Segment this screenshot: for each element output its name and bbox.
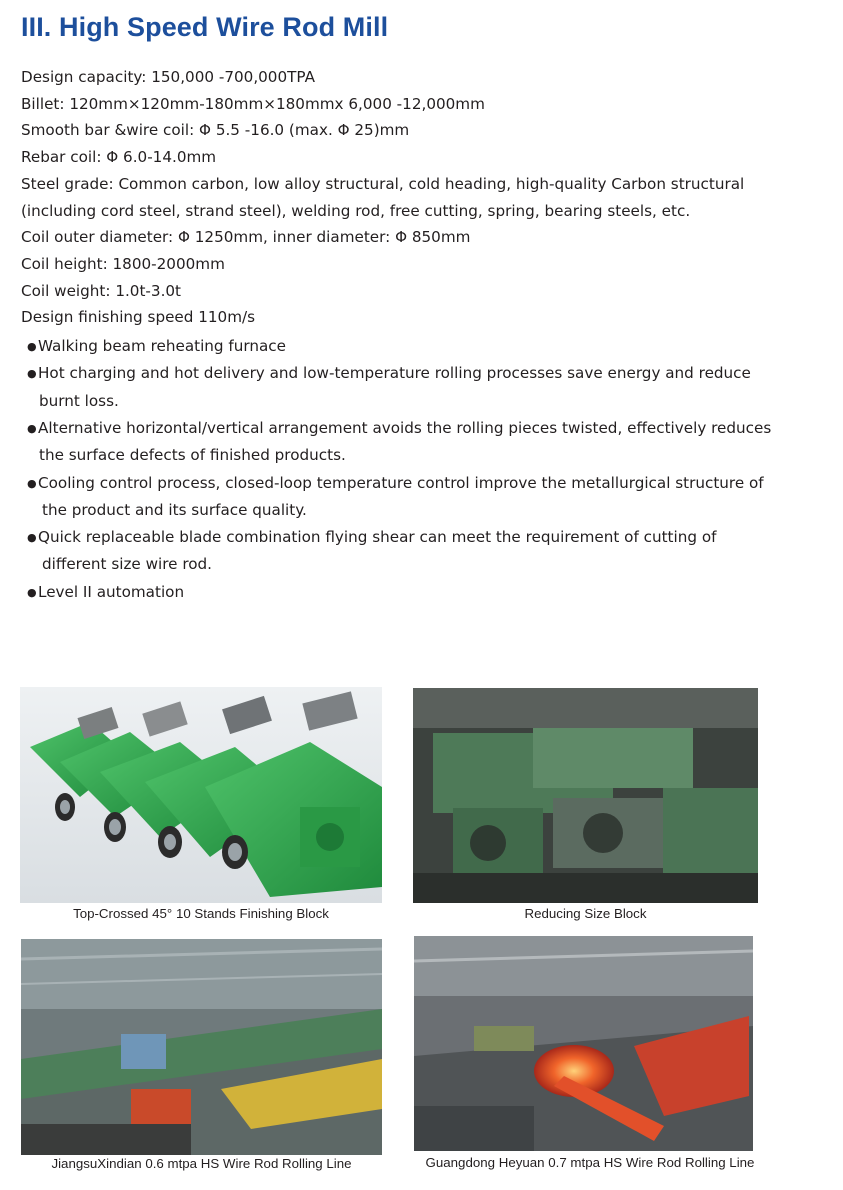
feature-item <box>21 333 831 360</box>
spec-finishing-speed: Design finishing speed 110m/s <box>21 308 256 327</box>
spec-steel-grade: Steel grade: Common carbon, low alloy structural, cold heading, high-quality Carbon structural <box>21 174 745 193</box>
caption-guangdong-rolling-line: Guangdong Heyuan 0.7 mtpa HS Wire Rod Rolling Line <box>425 1155 755 1170</box>
spec-coil-weight: Coil weight: 1.0t-3.0t <box>21 281 182 300</box>
spec-design-capacity: Design capacity: 150,000 -700,000TPA <box>21 68 315 86</box>
feature-line: Walking beam reheating furnace <box>38 337 286 356</box>
caption-finishing-block: Top-Crossed 45° 10 Stands Finishing Block <box>73 906 329 921</box>
feature-line: Cooling control process, closed-loop temperature control improve the metallurgical structure of <box>38 473 764 492</box>
feature-list <box>21 333 831 606</box>
spec-billet: Billet: 120mm×120mm-180mm×180mmx 6,000 -12,000mm <box>21 94 485 113</box>
bullet-icon: ● <box>27 367 37 381</box>
photo-finishing-block <box>20 687 382 903</box>
spec-rebar-coil: Rebar coil: Φ 6.0-14.0mm <box>21 148 217 167</box>
feature-line: Quick replaceable blade combination flying shear can meet the requirement of cutting of <box>38 528 717 547</box>
feature-item <box>21 415 831 470</box>
feature-line: Level II automation <box>38 582 185 601</box>
bullet-icon: ● <box>27 340 37 354</box>
photo-reducing-size-block <box>413 688 758 903</box>
page-title: III. High Speed Wire Rod Mill <box>21 12 389 42</box>
feature-line-cont: the product and its surface quality. <box>42 500 307 519</box>
photo-guangdong-rolling-line <box>414 936 753 1151</box>
bullet-icon: ● <box>27 531 37 545</box>
spec-coil-height: Coil height: 1800-2000mm <box>21 254 225 273</box>
spec-smooth-bar: Smooth bar &wire coil: Φ 5.5 -16.0 (max. Φ 25)mm <box>21 121 410 140</box>
spec-steel-grade-cont: (including cord steel, strand steel), welding rod, free cutting, spring, bearing steels, etc. <box>21 201 691 220</box>
bullet-icon: ● <box>27 421 37 435</box>
feature-line-cont: burnt loss. <box>39 391 119 410</box>
feature-item <box>21 524 831 579</box>
caption-jiangsu-rolling-line: JiangsuXindian 0.6 mtpa HS Wire Rod Rolling Line <box>51 1156 352 1171</box>
feature-item <box>21 579 831 606</box>
feature-line: Hot charging and hot delivery and low-temperature rolling processes save energy and reduce <box>38 364 751 383</box>
caption-reducing-size-block: Reducing Size Block <box>524 906 647 921</box>
feature-item <box>21 360 831 415</box>
specifications-block <box>21 64 831 606</box>
feature-line: Alternative horizontal/vertical arrangement avoids the rolling pieces twisted, effectively reduces <box>38 418 772 437</box>
feature-line-cont: the surface defects of finished products. <box>39 446 346 465</box>
spec-coil-diameter: Coil outer diameter: Φ 1250mm, inner diameter: Φ 850mm <box>21 228 471 247</box>
feature-line-cont: different size wire rod. <box>42 555 212 574</box>
bullet-icon: ● <box>27 585 37 599</box>
photo-jiangsu-rolling-line <box>21 939 382 1155</box>
bullet-icon: ● <box>27 476 37 490</box>
feature-item <box>21 470 831 525</box>
